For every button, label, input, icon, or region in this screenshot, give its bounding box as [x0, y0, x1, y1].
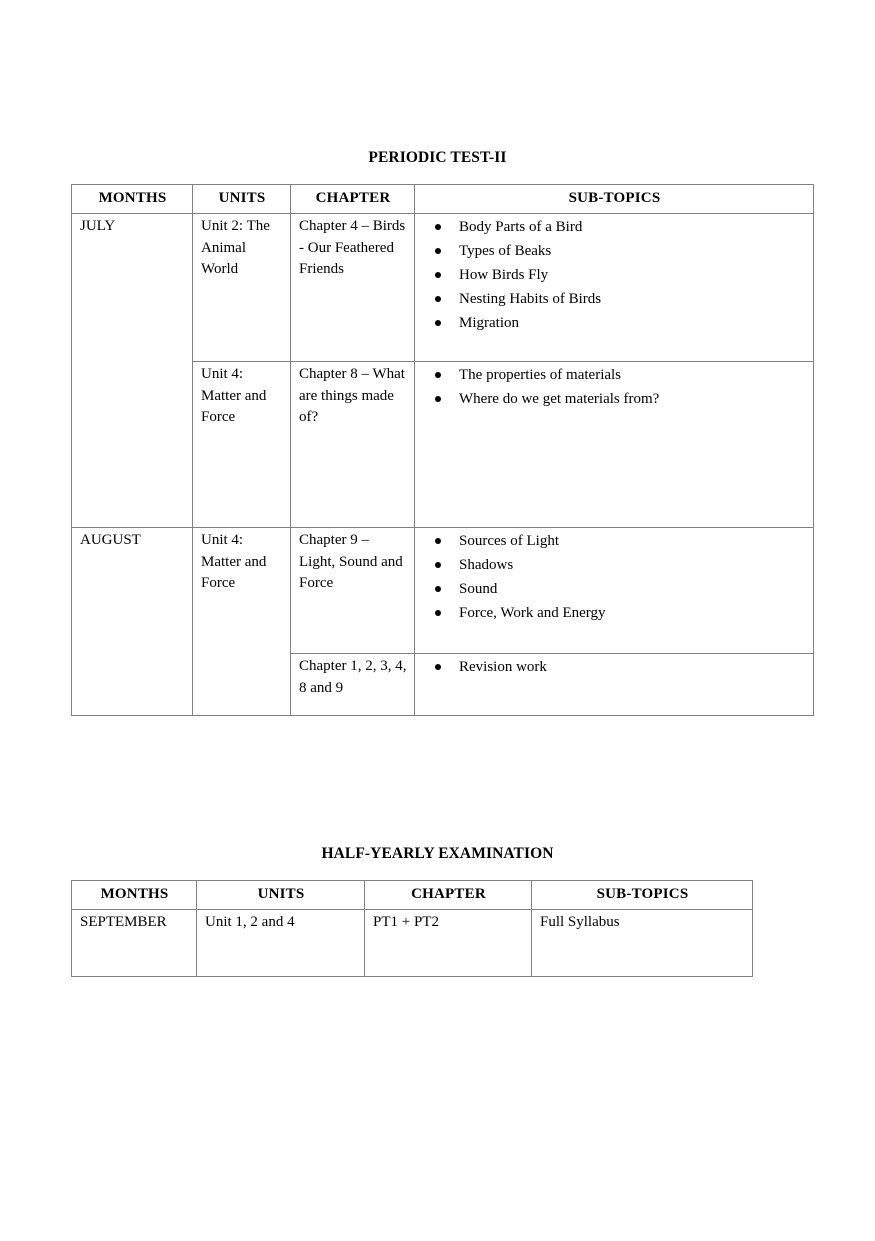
subtopic-list — [423, 530, 806, 625]
column-header-months: MONTHS — [72, 185, 193, 214]
cell-unit-september: Unit 1, 2 and 4 — [197, 909, 365, 976]
cell-month-august: AUGUST — [72, 527, 193, 715]
column-header-chapter: CHAPTER — [291, 185, 415, 214]
list-item: Revision work — [423, 656, 806, 679]
cell-subtopics-revision — [415, 653, 814, 715]
column-header-chapter: CHAPTER — [365, 881, 532, 910]
list-item: Migration — [423, 312, 806, 335]
list-item: How Birds Fly — [423, 264, 806, 287]
cell-chapter-revision: Chapter 1, 2, 3, 4, 8 and 9 — [291, 653, 415, 715]
cell-chapter-august-1: Chapter 9 – Light, Sound and Force — [291, 527, 415, 653]
table-row — [72, 213, 814, 361]
cell-subtopic-september: Full Syllabus — [532, 909, 753, 976]
cell-unit-july-2: Unit 4: Matter and Force — [193, 361, 291, 527]
section-title-periodic-test: PERIODIC TEST-II — [368, 149, 507, 166]
periodic-test-table — [71, 184, 814, 716]
column-header-months: MONTHS — [72, 881, 197, 910]
cell-unit-july-1: Unit 2: The Animal World — [193, 213, 291, 361]
column-header-subtopics: SUB-TOPICS — [415, 185, 814, 214]
half-yearly-table — [71, 880, 753, 977]
cell-chapter-july-2: Chapter 8 – What are things made of? — [291, 361, 415, 527]
cell-subtopics-august-1 — [415, 527, 814, 653]
list-item: Sound — [423, 578, 806, 601]
list-item: Sources of Light — [423, 530, 806, 553]
list-item: Types of Beaks — [423, 240, 806, 263]
subtopic-list — [423, 364, 806, 411]
table-row — [72, 527, 814, 653]
list-item: Nesting Habits of Birds — [423, 288, 806, 311]
cell-chapter-july-1: Chapter 4 – Birds - Our Feathered Friends — [291, 213, 415, 361]
list-item: Where do we get materials from? — [423, 388, 806, 411]
table-row — [72, 909, 753, 976]
column-header-subtopics: SUB-TOPICS — [532, 881, 753, 910]
list-item: Force, Work and Energy — [423, 602, 806, 625]
list-item: Body Parts of a Bird — [423, 216, 806, 239]
cell-month-july: JULY — [72, 213, 193, 527]
cell-unit-august: Unit 4: Matter and Force — [193, 527, 291, 715]
section-title-half-yearly: HALF-YEARLY EXAMINATION — [321, 845, 554, 862]
column-header-units: UNITS — [193, 185, 291, 214]
table-header-row — [72, 881, 753, 910]
list-item: Shadows — [423, 554, 806, 577]
table-header-row — [72, 185, 814, 214]
subtopic-list — [423, 216, 806, 335]
cell-chapter-september: PT1 + PT2 — [365, 909, 532, 976]
cell-subtopics-july-1 — [415, 213, 814, 361]
column-header-units: UNITS — [197, 881, 365, 910]
subtopic-list — [423, 656, 806, 679]
cell-month-september: SEPTEMBER — [72, 909, 197, 976]
cell-subtopics-july-2 — [415, 361, 814, 527]
list-item: The properties of materials — [423, 364, 806, 387]
